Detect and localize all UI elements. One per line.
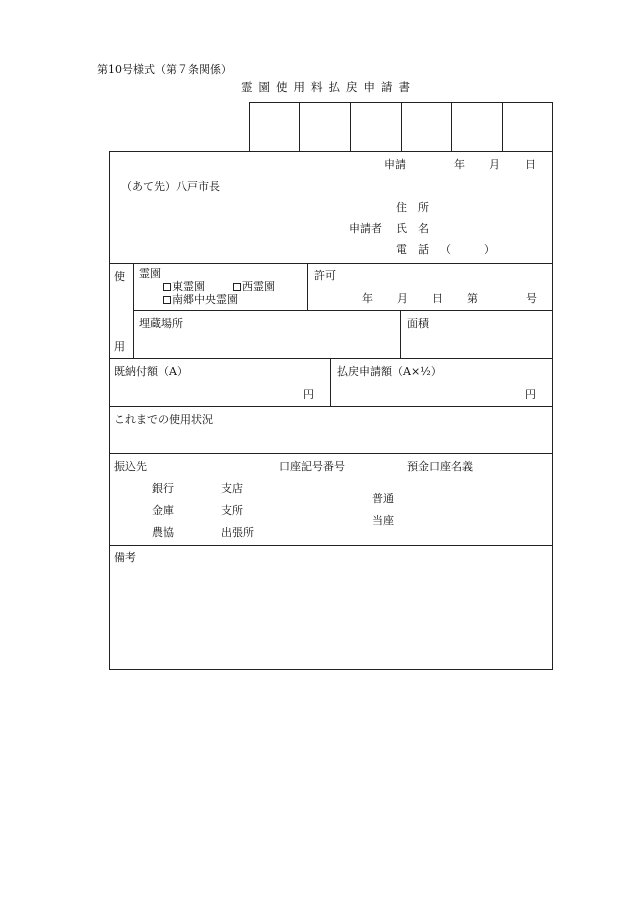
checkbox[interactable] (163, 283, 171, 291)
usage-history-label: これまでの使用状況 (114, 413, 213, 426)
burial-place-label: 埋蔵場所 (139, 317, 183, 330)
permit-day: 日 (432, 292, 443, 305)
shinkin-label: 金庫 (152, 504, 174, 517)
address-label: 住 所 (396, 201, 429, 214)
row-divider (109, 263, 553, 264)
transfer-dest-label: 振込先 (114, 460, 147, 473)
cemetery-option-east[interactable]: 東霊園 (163, 280, 205, 293)
date-month-label: 月 (489, 158, 500, 171)
col-divider (307, 263, 308, 310)
permit-label: 許可 (314, 269, 336, 282)
area-label: 面積 (407, 317, 429, 330)
account-holder-label: 預金口座名義 (407, 460, 473, 473)
bank-label: 銀行 (152, 482, 174, 495)
permit-no-suffix: 号 (526, 292, 537, 305)
cemetery-option-west[interactable]: 西霊園 (233, 280, 275, 293)
branch-label: 支店 (221, 482, 243, 495)
row-divider (109, 358, 553, 359)
office-label: 出張所 (221, 526, 254, 539)
col-divider (133, 263, 134, 358)
use-label-bottom: 用 (114, 340, 125, 353)
col-divider (330, 358, 331, 406)
cemetery-label: 霊園 (139, 267, 161, 280)
refund-amount-unit: 円 (525, 388, 536, 401)
ordinary-label: 普通 (372, 492, 394, 505)
remarks-label: 備考 (114, 551, 136, 564)
row-divider (109, 406, 553, 407)
form-number: 第10号様式（第７条関係） (97, 63, 232, 76)
apply-label: 申請 (384, 158, 406, 171)
col-divider (400, 310, 401, 358)
stamp-divider (401, 102, 402, 151)
row-divider (133, 310, 553, 311)
nokyo-label: 農協 (152, 526, 174, 539)
applicant-label: 申請者 (349, 222, 382, 235)
checkbox[interactable] (163, 296, 171, 304)
date-day-label: 日 (525, 158, 536, 171)
current-label: 当座 (372, 514, 394, 527)
addressee: （あて先）八戸市長 (121, 180, 220, 193)
paid-amount-label: 既納付額（A） (114, 365, 188, 378)
paid-amount-unit: 円 (303, 388, 314, 401)
use-label-top: 使 (114, 270, 125, 283)
row-divider (109, 453, 553, 454)
account-number-label: 口座記号番号 (279, 460, 345, 473)
refund-amount-label: 払戻申請額（A×½） (337, 365, 442, 378)
name-label: 氏 名 (396, 222, 429, 235)
row-divider (109, 545, 553, 546)
form-title: 霊園使用料払戻申請書 (241, 80, 416, 94)
permit-month: 月 (397, 292, 408, 305)
stamp-divider (299, 102, 300, 151)
checkbox[interactable] (233, 283, 241, 291)
permit-year: 年 (362, 292, 373, 305)
branch2-label: 支所 (221, 504, 243, 517)
stamp-divider (502, 102, 503, 151)
cemetery-option-nango[interactable]: 南郷中央霊園 (163, 293, 238, 306)
phone-label: 電 話 (396, 243, 429, 256)
permit-no-prefix: 第 (467, 292, 478, 305)
form-body (109, 151, 553, 670)
phone-parens: （ ） (440, 243, 495, 256)
stamp-divider (350, 102, 351, 151)
date-year-label: 年 (454, 158, 465, 171)
stamp-divider (451, 102, 452, 151)
